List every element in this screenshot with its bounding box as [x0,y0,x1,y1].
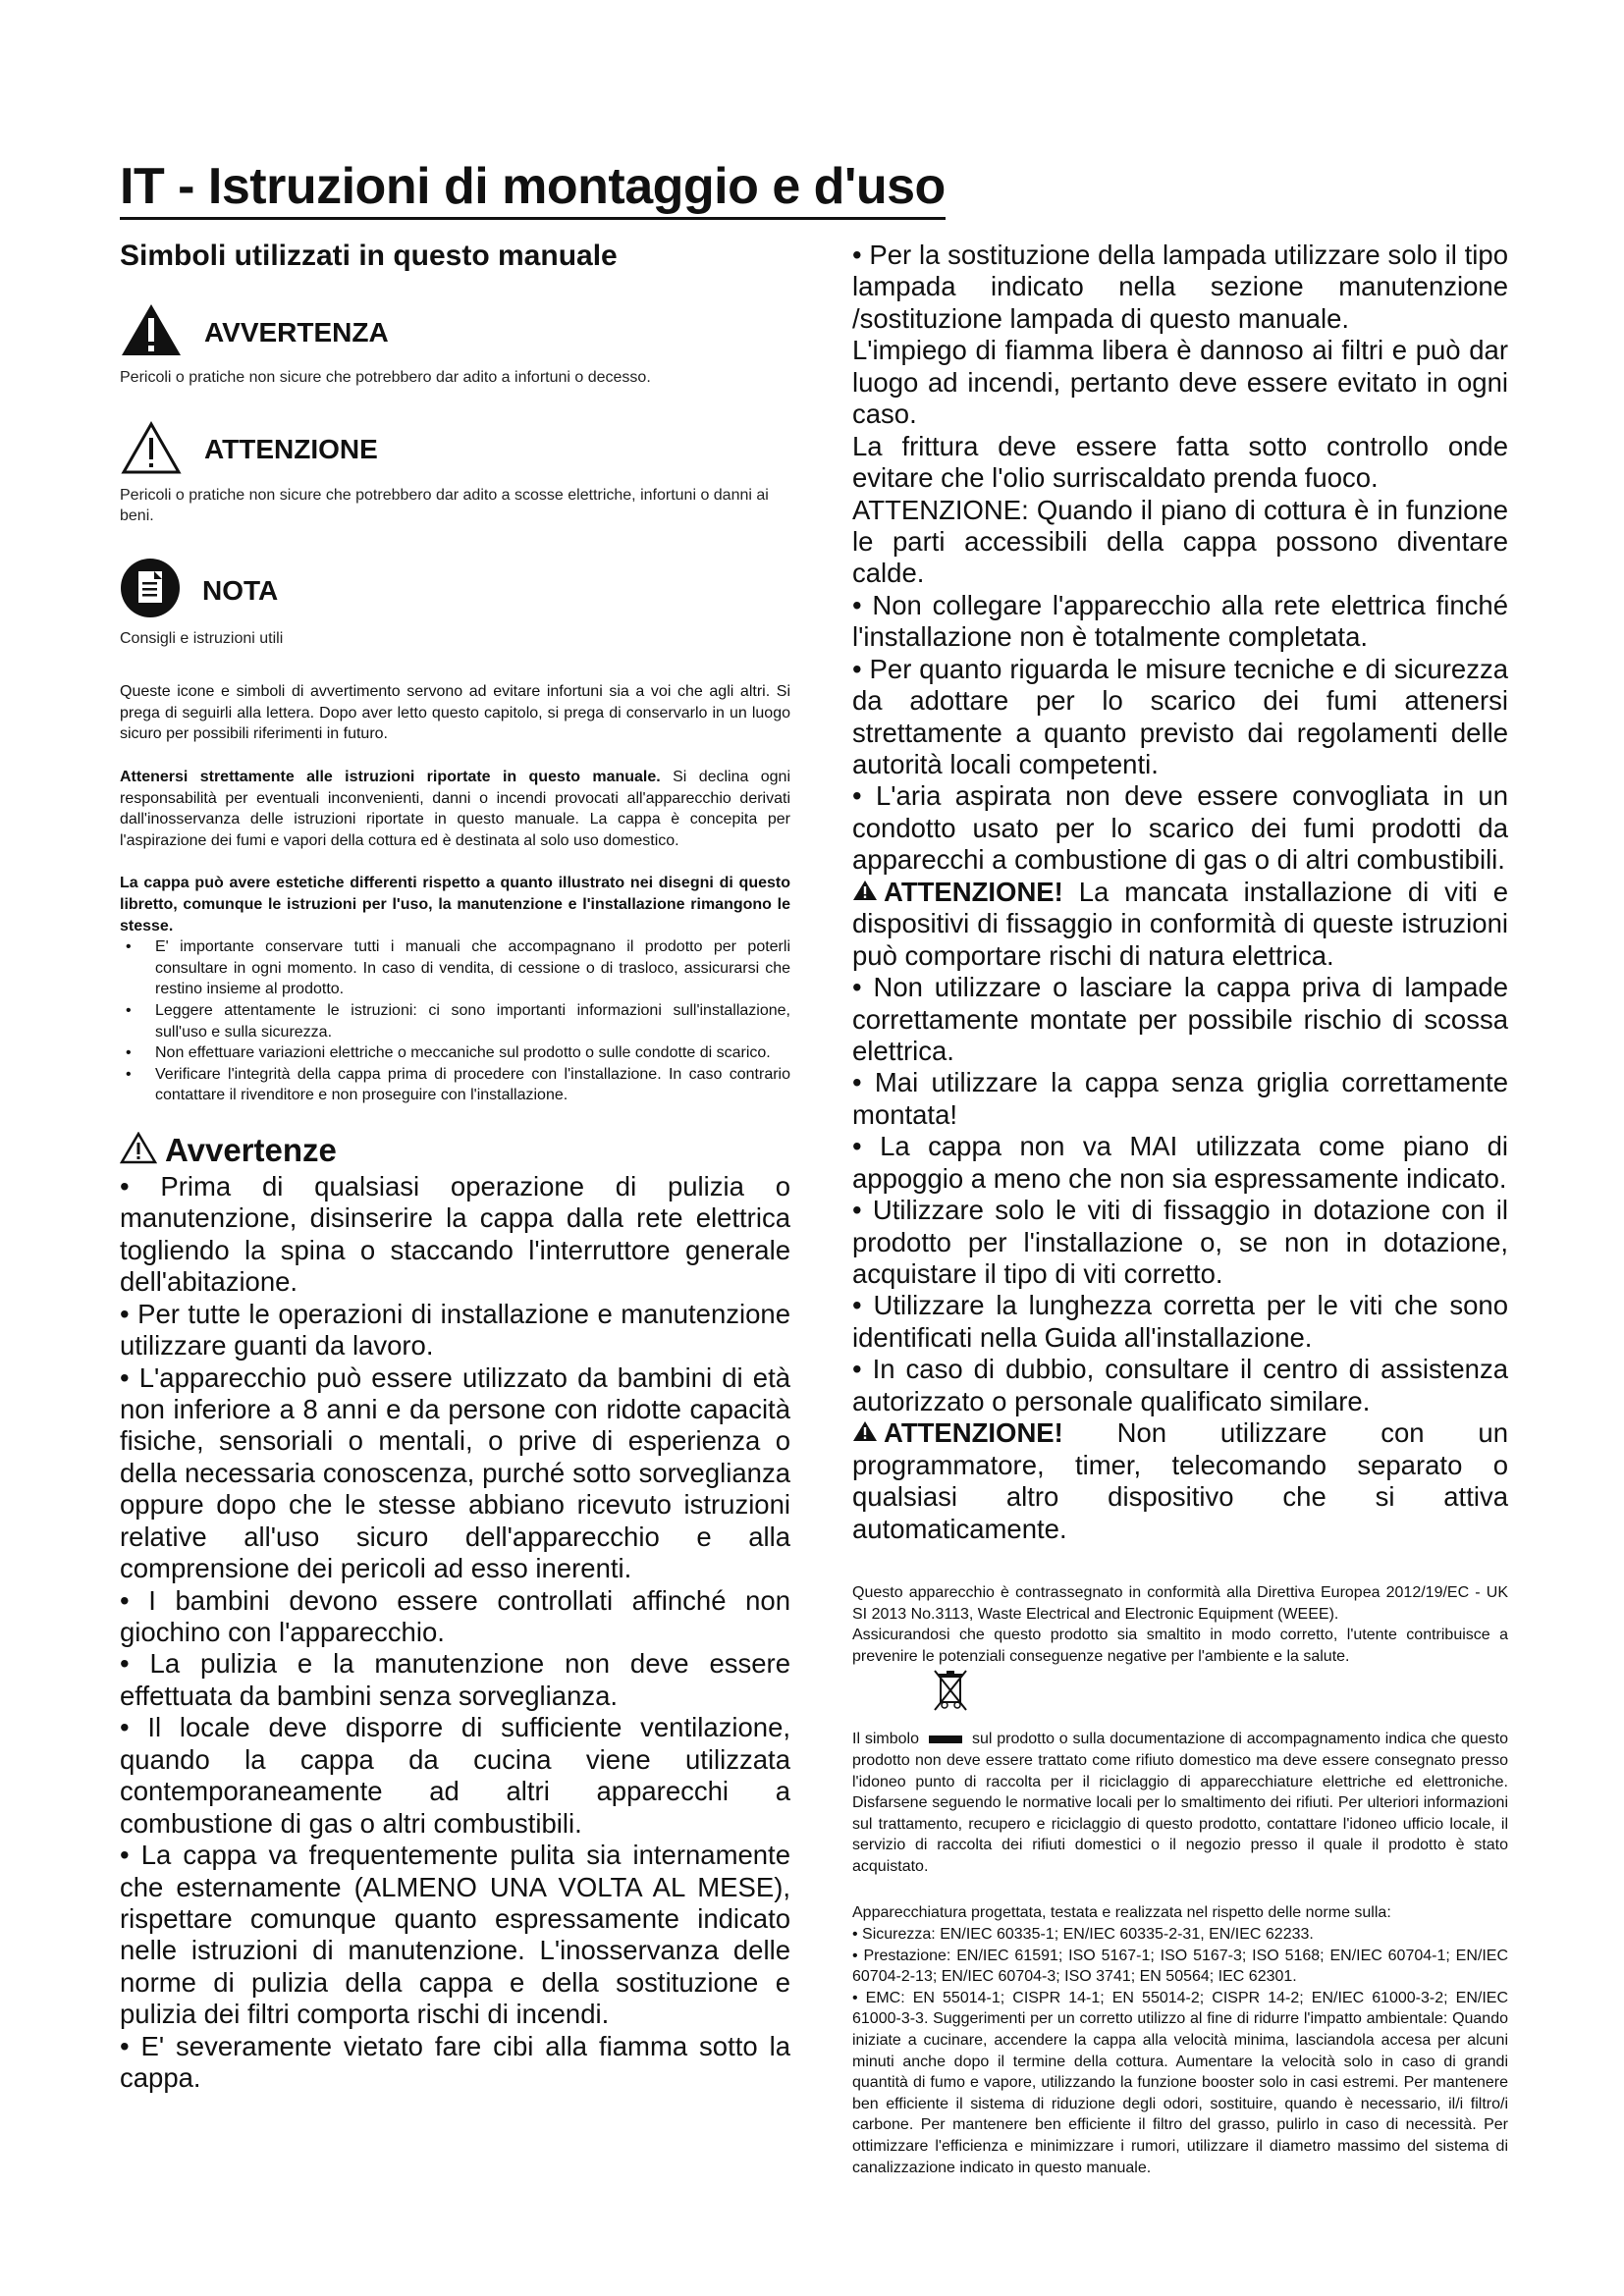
list-item: • La pulizia e la manutenzione non deve essere effettuata da bambini senza sorveglianza. [120,1648,790,1711]
list-item: • Prima di qualsiasi operazione di pulizia o manutenzione, disinserire la cappa dalla rete elettrica togliendo la spina o staccando l'interruttore generale dell'abitazione. [120,1170,790,1298]
weee-symbol-text: sul prodotto o sulla documentazione di accompagnamento indica che questo prodotto non deve essere trattato come rifiuto domestico ma deve essere consegnato presso l'idoneo punto di raccolta per il riciclaggio di apparecchiature elettriche ed elettroniche. Disfarsene seguendo le normative locali per lo smaltimento dei rifiuti. Per ulteriori informazioni sul trattamento, recupero e riciclaggio di questo prodotto, contattare l'idoneo ufficio locale, il servizio di raccolta dei rifiuti domestici o il negozio presso il quale il prodotto è stato acquistato. [852,1731,1508,1875]
weee-symbol-start: Il simbolo [852,1731,919,1748]
list-item: • L'aria aspirata non deve essere convogliata in un condotto usato per lo scarico dei fumi prodotti da apparecchi a combustione di gas o di altri combustibili. [852,780,1508,876]
aesthetics-note [120,873,790,936]
weee-section [852,1582,1508,2178]
list-item: L'impiego di fiamma libera è dannoso ai filtri e può dar luogo ad incendi, pertanto deve essere evitato in ogni caso. [852,335,1508,430]
nota-header [120,558,790,623]
weee-symbol-paragraph [852,1729,1508,1877]
list-item: • Utilizzare solo le viti di fissaggio in dotazione con il prodotto per l'installazione o, se non in dotazione, acquistare il tipo di viti corretto. [852,1195,1508,1289]
intro-paragraph: Queste icone e simboli di avvertimento servono ad evitare infortuni sia a voi che agli altri. Si prega di seguirli alla lettera. Dopo aver letto questo capitolo, si prega di conservarlo in un luogo sicuro per possibili riferimenti in futuro. [120,683,790,743]
list-item: • Per la sostituzione della lampada utilizzare solo il tipo lampada indicato nella sezione manutenzione /sostituzione lampada di questo manuale. [852,240,1508,334]
intro-bullet-list [120,936,790,1106]
list-item: • Non collegare l'apparecchio alla rete elettrica finché l'installazione non è totalmente completata. [852,589,1508,653]
attention-timer-text: Non utilizzare con un programmatore, timer, telecomando separato o qualsiasi altro dispositivo che si attiva automaticamente. [852,1417,1508,1544]
list-item: • Verificare l'integrità della cappa prima di procedere con l'installazione. In caso contrario contattare il rivenditore e non proseguire con l'installazione. [120,1064,790,1106]
avvertenze-title: Avvertenze [165,1131,337,1168]
avvertenze-header [120,1132,790,1169]
list-item: La frittura deve essere fatta sotto controllo onde evitare che l'olio surriscaldato prenda fuoco. [852,430,1508,494]
right-column [852,240,1508,2178]
avvertenza-desc: Pericoli o pratiche non sicure che potrebbero dar adito a infortuni o decesso. [120,369,651,386]
warning-outline-icon [120,420,183,480]
norms-intro: Apparecchiatura progettata, testata e realizzata nel rispetto delle norme sulla: [852,1904,1391,1922]
warning-filled-icon [852,1417,878,1449]
page-title: IT - Istruzioni di montaggio e d'uso [120,159,946,220]
list-item: • Non utilizzare o lasciare la cappa priva di lampade correttamente montate per possibile rischio di scossa elettrica. [852,972,1508,1066]
list-item: • La cappa non va MAI utilizzata come piano di appoggio a meno che non sia espressamente indicato. [852,1131,1508,1194]
attention-timer-bold: ATTENZIONE! [884,1417,1063,1449]
note-document-icon [120,558,181,623]
symbols-heading: Simboli utilizzati in questo manuale [120,240,618,272]
attention-screws-text: La mancata installazione di viti e dispositivi di fissaggio in conformità di queste istruzioni può comportare rischi di natura elettrica. [852,876,1508,971]
aesthetics-note-bold: La cappa può avere estetiche differenti rispetto a quanto illustrato nei disegni di questo libretto, comunque le istruzioni per l'uso, la manutenzione e l'installazione rimangono le stesse. [120,875,790,934]
avvertenza-title: AVVERTENZA [204,316,389,347]
responsibility-text: Si declina ogni responsabilità per eventuali inconvenienti, danni o incendi provocati all'apparecchio derivati dall'inosservanza delle istruzioni riportate in questo manuale. La cappa è concepita per l'aspirazione dei fumi e vapori della cottura ed è destinata al solo uso domestico. [120,768,791,849]
left-column [120,240,790,2095]
attenzione-title: ATTENZIONE [204,434,378,465]
list-item: • EMC: EN 55014-1; CISPR 14-1; EN 55014-2; CISPR 14-2; EN/IEC 61000-3-2; EN/IEC 61000-3-3. Suggerimenti per un corretto utilizzo al fine di ridurre l'impatto ambientale: Quando iniziate a cucinare, accendere la cappa alla velocità minima, lasciandola accesa per alcuni minuti anche dopo il termine della cottura. Aumentare la velocità solo in caso di grandi quantità di fumo e vapore, utilizzando la funzione booster solo in casi estremi. Per mantenere ben efficiente il sistema di riduzione degli odori, sostituire, quando è necessario, il/i filtro/i carbone. Per mantenere ben efficiente il filtro del grasso, pulirlo in caso di necessità. Per ottimizzare l'efficienza e minimizzare i rumori, utilizzare il diametro massimo del sistema di canalizzazione indicato in questo manuale. [852,1989,1508,2176]
list-item: • Prestazione: EN/IEC 61591; ISO 5167-1; ISO 5167-3; ISO 5168; EN/IEC 60704-1; EN/IEC 60704-2-13; EN/IEC 60704-3; ISO 3741; EN 50564; IEC 62301. [852,1947,1508,1986]
nota-desc: Consigli e istruzioni utili [120,630,284,648]
list-item: • In caso di dubbio, consultare il centro di assistenza autorizzato o personale qualificato similare. [852,1354,1508,1416]
nota-title: NOTA [202,574,279,606]
list-item: • Per tutte le operazioni di installazione e manutenzione utilizzare guanti da lavoro. [120,1298,790,1362]
list-item: • Non effettuare variazioni elettriche o meccaniche sul prodotto o sulle condotte di scarico. [120,1042,790,1064]
list-item: • E' severamente vietato fare cibi alla fiamma sotto la cappa. [120,2030,790,2094]
list-item: • Il locale deve disporre di sufficiente ventilazione, quando la cappa da cucina viene utilizzata contemporaneamente ad altri apparecchi a combustione di gas o altri combustibili. [120,1712,790,1839]
list-item: • La cappa va frequentemente pulita sia internamente che esternamente (ALMENO UNA VOLTA AL MESE), rispettare comunque quanto espressamente indicato nelle istruzioni di manutenzione. L'inosservanza delle norme di pulizia della cappa e della sostituzione e pulizia dei filtri comporta rischi di incendi. [120,1840,790,2030]
avvertenza-header [120,302,790,362]
list-item: • Mai utilizzare la cappa senza griglia correttamente montata! [852,1067,1508,1130]
weee-directive: Questo apparecchio è contrassegnato in conformità alla Direttiva Europea 2012/19/EC - UK SI 2013 No.3113, Waste Electrical and Electronic Equipment (WEEE). [852,1583,1508,1623]
list-item: ATTENZIONE: Quando il piano di cottura è in funzione le parti accessibili della cappa possono diventare calde. [852,494,1508,589]
responsibility-paragraph [120,767,790,851]
attention-screws [852,877,1508,972]
warning-filled-icon [852,877,878,908]
list-item: • I bambini devono essere controllati affinché non giochino con l'apparecchio. [120,1584,790,1647]
list-item: • E' importante conservare tutti i manuali che accompagnano il prodotto per poterli consultare in ogni momento. In caso di vendita, di cessione o di trasloco, assicurarsi che restino insieme al prodotto. [120,936,790,1000]
attenzione-desc: Pericoli o pratiche non sicure che potrebbero dar adito a scosse elettriche, infortuni o danni ai beni. [120,486,769,524]
list-item: • Per quanto riguarda le misure tecniche e di sicurezza da adottare per lo scarico dei fumi attenersi strettamente a quanto previsto dai regolamenti delle autorità locali competenti. [852,653,1508,779]
attenzione-header [120,420,790,480]
list-item: • Leggere attentamente le istruzioni: ci sono importanti informazioni sull'installazione, sull'uso e sulla sicurezza. [120,1000,790,1042]
attention-screws-bold: ATTENZIONE! [884,876,1063,907]
warning-filled-icon [120,302,183,362]
list-item: • Sicurezza: EN/IEC 60335-1; EN/IEC 60335-2-31, EN/IEC 62233. [852,1926,1314,1944]
crossed-bin-icon [933,1669,968,1719]
list-item: • L'apparecchio può essere utilizzato da bambini di età non inferiore a 8 anni e da persone con ridotte capacità fisiche, sensoriali o mentali, o prive di esperienza o della necessaria conoscenza, purché sotto sorveglianza oppure dopo che le stesse abbiano ricevuto istruzioni relative all'uso sicuro dell'apparecchio e alla comprensione dei pericoli ad esso inerenti. [120,1362,790,1584]
weee-disposal: Assicurandosi che questo prodotto sia smaltito in modo corretto, l'utente contribuisce a prevenire le potenziali conseguenze negative per l'ambiente e la salute. [852,1627,1508,1665]
attention-timer [852,1417,1508,1545]
list-item: • Utilizzare la lunghezza corretta per le viti che sono identificati nella Guida all'installazione. [852,1290,1508,1353]
responsibility-bold: Attenersi strettamente alle istruzioni riportate in questo manuale. [120,768,661,785]
bar-symbol-icon [929,1735,962,1743]
warning-outline-icon [120,1132,157,1169]
